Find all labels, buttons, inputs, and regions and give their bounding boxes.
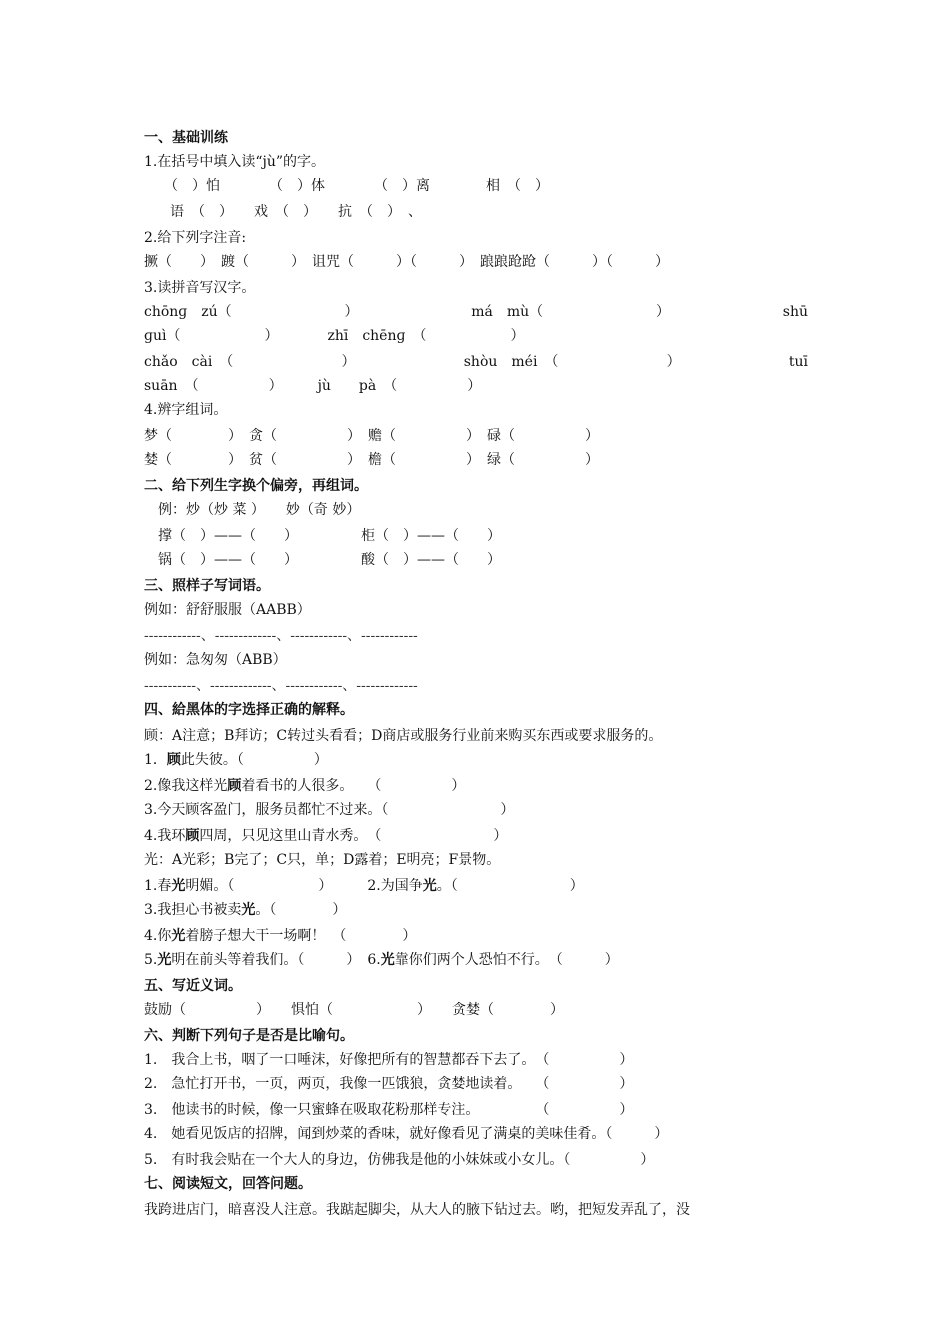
pinyin-item: ） xyxy=(655,304,670,320)
reading-passage-line-1: 我跨进店门，暗喜没人注意。我踮起脚尖，从大人的腋下钻过去。哟，把短发弄乱了，没 xyxy=(144,1202,690,1218)
s6-item-2: 2. 急忙打开书，一页，两页，我像一匹饿狼，贪婪地读着。 （ ） xyxy=(144,1076,634,1092)
s6-item-1: 1. 我合上书，咽了一口唾沫，好像把所有的智慧都吞下去了。 （ ） xyxy=(144,1052,634,1068)
gu-item-4: 4.我环顾四周，只见这里山青水秀。 （ ） xyxy=(144,828,508,844)
q3-row-1 xyxy=(144,302,808,322)
q2-prompt: 2.给下列字注音: xyxy=(144,230,247,246)
guang-definitions: 光：A光彩；B完了；C只，单；D露着；E明亮；F景物。 xyxy=(144,852,501,868)
s6-item-5: 5. 有时我会贴在一个大人的身边，仿佛我是他的小妹妹或小女儿。（ ） xyxy=(144,1152,655,1168)
guang-item-4: 4.你光着膀子想大干一场啊！ （ ） xyxy=(144,928,417,944)
pinyin-item: ） xyxy=(341,354,356,370)
gu-item-1: 1．顾此失彼。（ ） xyxy=(144,752,328,768)
s2-row-1: 撑（ ）——（ ） 柜（ ）——（ ） xyxy=(144,528,501,544)
s3-example-2: 例如：急匆匆（ABB） xyxy=(144,652,287,668)
s6-item-4: 4. 她看见饭店的招牌，闻到炒菜的香味，就好像看见了满桌的美味佳肴。（ ） xyxy=(144,1126,669,1142)
q3-row-2: ɡuì（ ） zhī chēnɡ （ ） xyxy=(144,328,525,344)
pinyin-item: ） xyxy=(666,354,681,370)
gu-item-2: 2.像我这样光顾着看书的人很多。 （ ） xyxy=(144,778,466,794)
section-2-title: 二、给下列生字换个偏旁，再组词。 xyxy=(144,478,368,494)
section-4-title: 四、給黑体的字选择正确的解释。 xyxy=(144,702,354,718)
section-7-title: 七、阅读短文，回答问题。 xyxy=(144,1176,312,1192)
q4-row-2: 婪（ ） 贫（ ） 檐（ ） 绿（ ） xyxy=(144,452,599,468)
pinyin-item: chǎo cài （ xyxy=(144,354,234,370)
pinyin-item: shū xyxy=(782,304,808,320)
pinyin-item: ） xyxy=(344,304,359,320)
q3-prompt: 3.读拼音写汉字。 xyxy=(144,280,256,296)
pinyin-item: shòu méi （ xyxy=(463,354,559,370)
q2-row: 撅（ ） 踱（ ） 诅咒（ ）（ ） 踉踉跄跄（ ）（ ） xyxy=(144,254,669,270)
guang-items-1-2: 1.春光明媚。（ ） 2.为国争光。（ ） xyxy=(144,878,584,894)
s3-answer-line-1: ------------、-------------、------------、------------ xyxy=(144,628,418,644)
s6-item-3: 3. 他读书的时候，像一只蜜蜂在吸取花粉那样专注。 （ ） xyxy=(144,1102,634,1118)
q4-row-1: 梦（ ） 贪（ ） 赡（ ） 碌（ ） xyxy=(144,428,599,444)
pinyin-item: má mù（ xyxy=(471,304,544,320)
gu-definitions: 顾：A注意；B拜访；C转过头看看；D商店或服务行业前来购买东西或要求服务的。 xyxy=(144,728,663,744)
q1-row-1: （ ）怕 （ ）体 （ ）离 相 （ ） xyxy=(164,178,549,194)
gu-item-3: 3.今天顾客盈门，服务员都忙不过来。（ ） xyxy=(144,802,515,818)
guang-items-5-6: 5.光明在前头等着我们。（ ） 6.光靠你们两个人恐怕不行。 （ ） xyxy=(144,952,619,968)
q3-row-4: suān （ ） jù pà （ ） xyxy=(144,378,482,394)
section-3-title: 三、照样子写词语。 xyxy=(144,578,270,594)
s3-answer-line-2: -----------、-------------、------------、------------- xyxy=(144,678,418,694)
section-6-title: 六、判断下列句子是否是比喻句。 xyxy=(144,1028,354,1044)
q1-row-2: 语 （ ） 戏 （ ） 抗 （ ） 、 xyxy=(170,204,422,220)
guang-item-3: 3.我担心书被卖光。（ ） xyxy=(144,902,347,918)
q3-row-3 xyxy=(144,352,808,372)
s2-example: 例：炒（炒 菜 ） 妙（奇 妙） xyxy=(144,502,361,518)
s2-row-2: 锅（ ）——（ ） 酸（ ）——（ ） xyxy=(144,552,501,568)
s3-example-1: 例如：舒舒服服（AABB） xyxy=(144,602,311,618)
s5-row: 鼓励（ ） 惧怕（ ） 贪婪（ ） xyxy=(144,1002,564,1018)
pinyin-item: tuī xyxy=(788,354,808,370)
q1-prompt: 1.在括号中填入读“jù”的字。 xyxy=(144,154,326,170)
pinyin-item: chōnɡ zú（ xyxy=(144,304,232,320)
section-1-title: 一、基础训练 xyxy=(144,130,228,146)
q4-prompt: 4.辨字组词。 xyxy=(144,402,228,418)
section-5-title: 五、写近义词。 xyxy=(144,978,242,994)
